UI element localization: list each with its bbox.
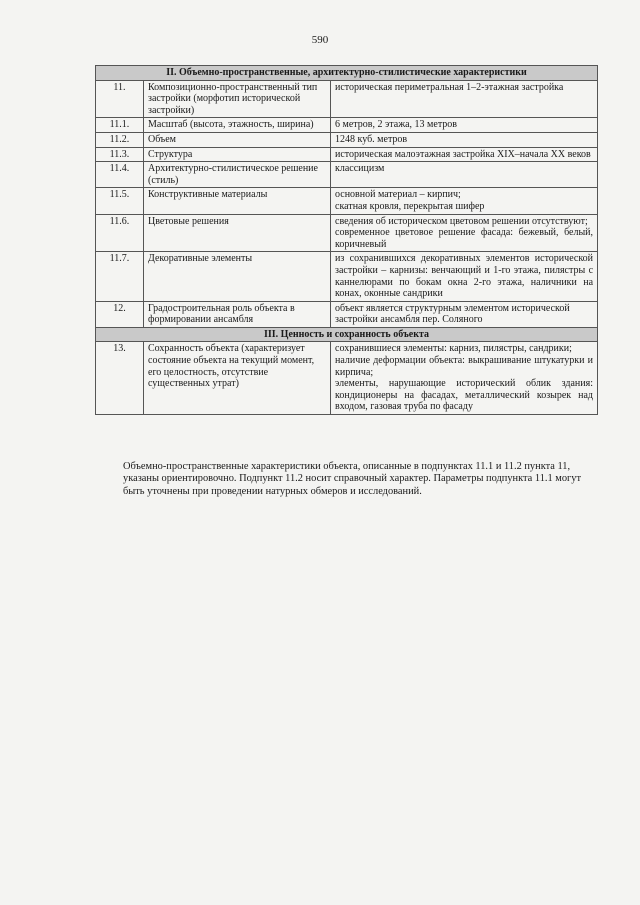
row-value [331,80,598,118]
table-row [96,188,598,214]
section-header-row [96,66,598,81]
table-row [96,80,598,118]
row-label: Цветовые решения [144,214,331,252]
table-row [96,132,598,147]
row-label: Композиционно-пространственный тип застройки (морфотип исторической застройки) [144,80,331,118]
page-number: 590 [311,34,329,46]
section-title: III. Ценность и сохранность объекта [96,327,598,342]
table-row [96,301,598,327]
footnote-paragraph: Объемно-пространственные характеристики объекта, описанные в подпунктах 11.1 и 11.2 пункта 11, указаны ориентировочно. Подпункт 11.2 носит справочный характер. Параметры подпункта 11.1 могут быть уточнены при проведении натурных обмеров и исследований. [123,461,582,497]
value-line: сведения об историческом цветовом решении отсутствуют; [335,215,588,227]
table-row [96,342,598,415]
row-label: Градостроительная роль объекта в формировании ансамбля [144,301,331,327]
row-number: 11. [96,80,144,118]
row-value [331,162,598,188]
value-line: сохранившиеся элементы: карниз, пилястры, сандрики; [335,343,572,355]
table-row [96,252,598,301]
value-line: историческая малоэтажная застройка XIX–начала XX веков [335,148,591,160]
row-value [331,147,598,162]
row-number: 11.7. [96,252,144,301]
row-value [331,188,598,214]
table-row [96,214,598,252]
value-line: объект является структурным элементом исторической застройки ансамбля пер. Соляного [335,302,570,326]
value-line: историческая периметральная 1–2-этажная застройка [335,81,564,93]
value-line: современное цветовое решение фасада: бежевый, белый, коричневый [335,227,594,250]
row-label: Объем [144,132,331,147]
value-line: из сохранившихся декоративных элементов исторической застройки – карнизы: венчающий и 1-го этажа, пилястры с каннелюрами по бокам окна 2-го этажа, наличники на конах, оконные сандрики [335,253,594,300]
row-number: 11.6. [96,214,144,252]
section-title: II. Объемно-пространственные, архитектурно-стилистические характеристики [96,66,598,81]
row-number: 11.2. [96,132,144,147]
row-number: 11.4. [96,162,144,188]
table-row [96,147,598,162]
value-line: основной материал – кирпич; [335,189,461,201]
row-value [331,342,598,415]
row-number: 13. [96,342,144,415]
row-label: Структура [144,147,331,162]
row-value [331,301,598,327]
row-label: Архитектурно-стилистическое решение (стиль) [144,162,331,188]
characteristics-table [95,65,598,415]
value-line: 1248 куб. метров [335,133,408,145]
row-label: Масштаб (высота, этажность, ширина) [144,118,331,133]
row-label: Декоративные элементы [144,252,331,301]
row-value [331,118,598,133]
row-number: 12. [96,301,144,327]
value-line: скатная кровля, перекрытая шифер [335,200,485,212]
row-number: 11.1. [96,118,144,133]
row-label: Сохранность объекта (характеризует состояние объекта на текущий момент, его целостность, отсутствие существенных утрат) [144,342,331,415]
table-row [96,118,598,133]
value-line: 6 метров, 2 этажа, 13 метров [335,119,458,131]
row-label: Конструктивные материалы [144,188,331,214]
row-number: 11.3. [96,147,144,162]
value-line: наличие деформации объекта: выкрашивание штукатурки и кирпича; [335,355,594,378]
value-line: классицизм [335,163,385,175]
row-number: 11.5. [96,188,144,214]
section-header-row [96,327,598,342]
row-value [331,252,598,301]
row-value [331,132,598,147]
row-value [331,214,598,252]
table-row [96,162,598,188]
value-line: элементы, нарушающие исторический облик здания: кондиционеры на фасадах, металлический козырек над входом, газовая труба по фасаду [335,378,594,413]
